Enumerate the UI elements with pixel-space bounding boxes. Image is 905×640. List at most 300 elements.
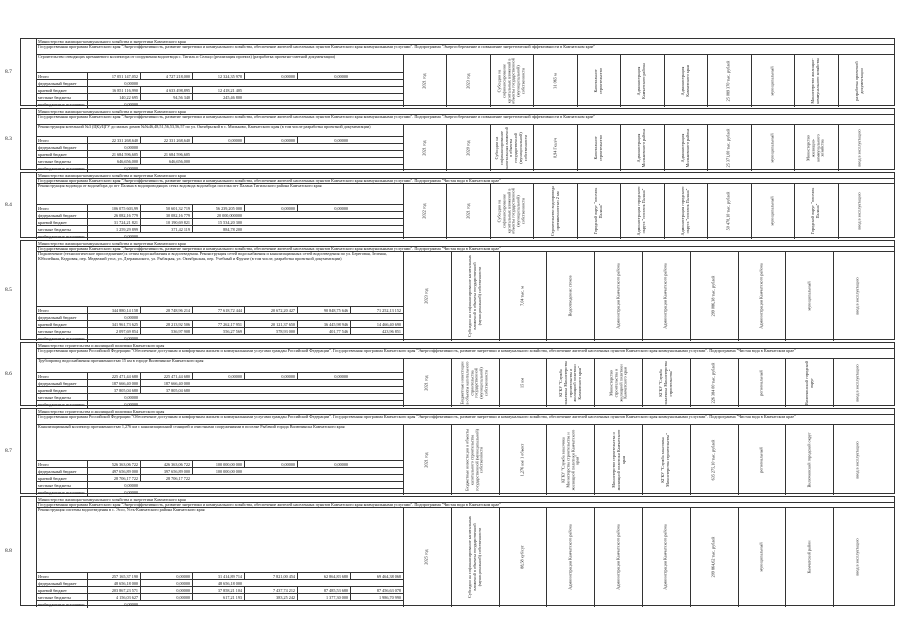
finance-label: краевой бюджет [38, 88, 67, 93]
finance-value: 617,21 193 [192, 594, 244, 601]
finance-value: 106 075 603,99 [87, 205, 140, 212]
finance-value: 646,656,000 [140, 158, 192, 165]
detail-column [546, 424, 594, 495]
detail-text: 25 089 370 тыс. рублей [725, 60, 731, 101]
finance-value: 36 445,98 946 [297, 321, 350, 328]
row-number: 8.3 [5, 136, 12, 142]
finance-value: 1 377,30 000 [297, 594, 350, 601]
finance-label: федеральный бюджет [38, 381, 77, 386]
finance-value: 0,00000 [244, 137, 297, 144]
detail-column [451, 424, 499, 495]
year-text: 2023 год [423, 288, 429, 304]
detail-text: 0,94 Гкал/ч [552, 137, 558, 158]
detail-text: Администрация Мильковского района [680, 128, 690, 167]
finance-value: 423,96 851 [350, 328, 403, 335]
finance-label: местные бюджеты [38, 595, 71, 600]
year-column [403, 251, 451, 341]
finance-value: 0,00000 [244, 205, 297, 212]
finance-value: 203 867,23 571 [87, 587, 140, 594]
finance-value: 37 805,04 680 [140, 387, 192, 394]
finance-row [36, 572, 403, 579]
finance-value: 0,00000 [87, 335, 140, 342]
detail-text: 88,58 куб/сут [519, 545, 525, 569]
detail-text: Министерство строительства и жилищной политики Камчатского края [607, 363, 628, 402]
finance-row [36, 386, 403, 393]
detail-text: разработка проектной документации [853, 60, 864, 101]
finance-value: 526 363,06 722 [87, 461, 140, 468]
detail-column [577, 124, 620, 171]
detail-text: Субсидии на софинансирование капитальных вложений в объекты государственной (муниципальной) собственности [494, 126, 529, 169]
finance-value: 0,00000 [87, 482, 140, 489]
finance-value: 20 672,20 427 [244, 307, 297, 314]
detail-text: 2021 год [465, 203, 471, 219]
finance-row [36, 164, 403, 171]
project-title: Строительство отводящих кремниевого коллектора от сооружения водоотвода с. Тигиль и Сельцо (реализация проекта) (разработка проектно-сметной документации) [38, 54, 336, 59]
finance-label: Итого [38, 574, 49, 579]
finance-value: 28 706,17 722 [140, 475, 192, 482]
program-header: Государственная программа Российской Федерации "Обеспечение доступным и комфортным жильем и коммунальными услугами граждан Российской Федерации". Государственная программа Камчатского края "Энергоэффективность, развитие энергетики и коммунального хозяйства, обеспечение жителей населенных пунктов Камчатского края коммунальными услугами". Подпрограмма "Чистая вода в Камчатском крае" [36, 348, 894, 359]
ministry-header: Министерство жилищно-коммунального хозяйства и энергетики Камчатского края [36, 109, 894, 115]
finance-label: внебюджетные источники [38, 602, 85, 607]
finance-value: 1 986,70 990 [350, 594, 403, 601]
finance-row [36, 593, 403, 600]
detail-text: Министерство строительства и жилищной политики Камчатского края [610, 429, 625, 490]
finance-label: федеральный бюджет [38, 213, 77, 218]
finance-label: внебюджетные источники [38, 490, 85, 495]
finance-row [36, 72, 403, 79]
detail-text: Капитальное строительство [593, 134, 604, 161]
detail-text: Администрация городского округа "поселок Палана" [680, 186, 690, 236]
detail-column [785, 424, 833, 495]
project-cell [36, 54, 403, 107]
year-column [403, 54, 446, 107]
row-block [5, 342, 895, 407]
finance-value: 1 259,29 899 [87, 226, 140, 233]
finance-value: 646,656,000 [87, 158, 140, 165]
finance-value: 0,00000 [87, 314, 140, 321]
detail-column [838, 124, 881, 171]
detail-text: Субсидии на софинансирование капитальных вложений в объекты государственной (муниципальной) собственности [466, 516, 482, 598]
finance-value: 28 748,96 214 [140, 307, 192, 314]
finance-value: 0,00000 [297, 137, 350, 144]
finance-row [36, 79, 403, 86]
detail-text: Администрация Камчатского края [680, 64, 690, 97]
finance-value: 20 121,37 650 [244, 321, 297, 328]
detail-column [707, 54, 750, 107]
detail-text: Администрация Мильковского района [636, 128, 647, 167]
detail-column [499, 507, 547, 607]
finance-value: 87 456,63 078 [350, 587, 403, 594]
finance-value: 0,00000 [87, 601, 140, 608]
detail-column [751, 54, 794, 107]
finance-value: 12 418,21 405 [192, 87, 244, 94]
finance-value: 20 000,000000 [192, 212, 244, 219]
finance-label: внебюджетные источники [38, 336, 85, 341]
finance-value: 0,00000 [297, 373, 350, 380]
detail-text: Водоотведения: стоков [567, 275, 573, 317]
finance-row [36, 313, 403, 320]
row-block [5, 38, 895, 107]
project-title: Подключение (технологическое присоединение) к сетям водоснабжения и водоотведения. Реконструкция сетей водоснабжения и канализационных сетей водоотведения по ул. Береговая, Зеленая, Юбилейная, Кедровая, пер. Медвежий угол, ул. Дзержинского, ул. Рыбацкая, ул. Октябрьская, пер. Учебный и Фрунзе (в том числе, разработка проектной документации) [38, 251, 387, 261]
finance-value: 0,00000 [244, 73, 297, 80]
detail-column [499, 358, 547, 407]
detail-column [707, 183, 750, 239]
detail-column [664, 124, 707, 171]
finance-row [36, 136, 403, 143]
row-number: 8.5 [5, 287, 12, 293]
detail-column [707, 124, 750, 171]
detail-column [833, 358, 881, 407]
detail-column [594, 251, 642, 341]
finance-value: 341 961,73 625 [87, 321, 140, 328]
finance-row [36, 218, 403, 225]
detail-text: 2023 год [465, 72, 471, 89]
detail-column [690, 358, 738, 407]
year-text: 2021 год [423, 451, 429, 468]
finance-row [36, 86, 403, 93]
finance-label: внебюджетные источники [38, 234, 85, 239]
detail-column [446, 183, 489, 239]
detail-column [499, 251, 547, 341]
detail-column [785, 507, 833, 607]
project-title: Канализационный коллектор протяженностью 1,276 км с канализационной станцией и очистными сооружениями в поселке Рыбачий города Вилючинска Камчатского края [38, 424, 345, 429]
detail-column [594, 507, 642, 607]
finance-value: 28 213,92 506 [140, 321, 192, 328]
finance-label: федеральный бюджет [38, 581, 77, 586]
year-text: 2021 год [423, 374, 429, 391]
program-header: Государственная программа Камчатского края "Энергоэффективность, развитие энергетики и коммунального хозяйства, обеспечение жителей населенных пунктов Камчатского края коммунальными услугами". Подпрограмма "Энергосбережение и повышение энергетической эффективности в Камчатском крае" [36, 114, 894, 125]
detail-column [690, 424, 738, 495]
detail-column [446, 54, 489, 107]
finance-row [36, 400, 403, 407]
detail-text: КГКУ "Служба заказчика Министерства строительства и жилищной политики Камчатского края" [560, 429, 580, 490]
detail-text: Субсидии на софинансирование капитальных вложений в объекты государственной (муниципальной) собственности [496, 188, 526, 234]
finance-value: 37 805,04 680 [87, 387, 140, 394]
finance-value: 48 656,18 000 [87, 580, 140, 587]
detail-text: 31 065 м [552, 72, 558, 89]
program-header: Государственная программа Камчатского края "Энергоэффективность, развитие энергетики и коммунального хозяйства, обеспечение жителей населенных пунктов Камчатского края коммунальными услугами". Подпрограмма "Чистая вода в Камчатском крае" [36, 502, 894, 508]
detail-column [490, 183, 533, 239]
finance-value: 383,25 242 [244, 594, 297, 601]
finance-value: 371,42 119 [140, 226, 192, 233]
ministry-header: Министерство строительства и жилищной политики Камчатского края [36, 343, 894, 349]
detail-text: Капитальное строительство [593, 67, 604, 94]
finance-value: 0,00000 [87, 401, 140, 408]
project-title: Трубопровод водоснабжения протяженностью 15 км в городе Вилючинске Камчатского края [38, 358, 204, 363]
finance-label: местные бюджеты [38, 395, 71, 400]
finance-label: местные бюджеты [38, 329, 71, 334]
row-number: 8.7 [5, 69, 12, 75]
finance-row [36, 586, 403, 593]
row-block [5, 108, 895, 171]
detail-text: Бюджетные инвестиции в объекты капитального строительства государственной (муниципальной) собственности [459, 361, 489, 404]
detail-text: Камчатский район [806, 540, 812, 574]
finance-row [36, 204, 403, 211]
program-header: Государственная программа Камчатского края "Энергоэффективность, развитие энергетики и коммунального хозяйства, обеспечение жителей населенных пунктов Камчатского края коммунальными услугами". Подпрограмма "Чистая вода в Камчатском крае" [36, 178, 894, 184]
detail-text: муниципальный [758, 542, 764, 572]
finance-value: 77 618,72 444 [192, 307, 244, 314]
finance-value: 225 471,44 680 [140, 373, 192, 380]
detail-column [833, 251, 881, 341]
finance-row [36, 481, 403, 488]
detail-text: 635 275,10 тыс. рублей [710, 439, 716, 480]
detail-column [577, 54, 620, 107]
detail-text: муниципальный [806, 281, 812, 311]
detail-column [642, 424, 690, 495]
finance-value: 48 656,18 000 [192, 580, 244, 587]
detail-column [690, 507, 738, 607]
detail-column [546, 358, 594, 407]
row-block [5, 496, 895, 607]
finance-value: 28 706,17 722 [87, 475, 140, 482]
detail-column [499, 424, 547, 495]
finance-label: Итого [38, 374, 49, 379]
row-block [5, 408, 895, 495]
finance-value: 4 633 498,895 [140, 87, 192, 94]
detail-text: ввод в эксплуатацию [854, 277, 860, 315]
program-header: Государственная программа Российской Федерации "Обеспечение доступным и комфортным жильем и коммунальными услугами граждан Российской Федерации". Государственная программа Камчатского края "Энергоэффективность, развитие энергетики и коммунального хозяйства, обеспечение жителей населенных пунктов Камчатского края коммунальными услугами". Подпрограмма "Чистая вода в Камчатском крае" [36, 414, 894, 425]
finance-label: краевой бюджет [38, 588, 67, 593]
detail-text: Министерство жилищно-коммунального хозяйства [810, 57, 821, 104]
finance-row [36, 474, 403, 481]
detail-text: ввод в эксплуатацию [856, 128, 862, 167]
finance-row [36, 157, 403, 164]
finance-value: 62 864,83 680 [297, 573, 350, 580]
detail-column [451, 251, 499, 341]
finance-value: 56 239,205 000 [192, 205, 244, 212]
detail-text: муниципальный [769, 65, 775, 96]
detail-column [833, 507, 881, 607]
detail-column [620, 54, 663, 107]
detail-text: КГКУ "Служба заказчика Министерства строительства" [658, 360, 673, 405]
finance-value: 0,00000 [192, 373, 244, 380]
detail-column [794, 183, 837, 239]
detail-column [751, 183, 794, 239]
finance-row [36, 225, 403, 232]
finance-label: краевой бюджет [38, 220, 67, 225]
year-column [403, 507, 451, 607]
detail-text: муниципальный [769, 196, 775, 226]
finance-value: 344 880,14 158 [87, 307, 140, 314]
detail-text: Администрация Камчатского района [636, 62, 647, 99]
finance-value: 0,00000 [87, 394, 140, 401]
detail-text: ввод в эксплуатацию [854, 440, 860, 479]
year-text: 2025 год [423, 549, 429, 565]
finance-row [36, 488, 403, 495]
finance-label: краевой бюджет [38, 152, 67, 157]
detail-text: Министерство жилищно-коммунального хозяйства [805, 133, 826, 162]
detail-column [620, 124, 663, 171]
ministry-header: Министерство жилищно-коммунального хозяйства и энергетики Камчатского края [36, 173, 894, 179]
finance-label: федеральный бюджет [38, 315, 77, 320]
finance-row [36, 320, 403, 327]
detail-column [664, 183, 707, 239]
detail-column [642, 358, 690, 407]
detail-column [533, 54, 576, 107]
year-column [403, 124, 446, 171]
detail-text: Вилючинский городской округ [806, 431, 812, 488]
detail-text: Бюджетные инвестиции в объекты капитального строительства государственной (муниципальной) собственности [464, 428, 484, 491]
finance-value: 31 724,21 821 [87, 219, 140, 226]
finance-row [36, 579, 403, 586]
detail-column [546, 507, 594, 607]
finance-value: 10 190,69 821 [140, 219, 192, 226]
finance-value: 22 331 268,640 [87, 137, 140, 144]
finance-row [36, 306, 403, 313]
finance-value: 37 858,21 104 [192, 587, 244, 594]
finance-value: 94,56 340 [140, 94, 192, 101]
detail-column [490, 124, 533, 171]
finance-value: 87 485,53 680 [297, 587, 350, 594]
finance-label: Итого [38, 308, 49, 313]
finance-label: внебюджетные источники [38, 102, 85, 107]
finance-value: 7 821,00 454 [244, 573, 297, 580]
finance-label: внебюджетные источники [38, 166, 85, 171]
detail-text: Администрация Камчатского района [567, 524, 573, 590]
ministry-header: Министерство строительства и жилищной политики Камчатского края [36, 409, 894, 415]
finance-label: федеральный бюджет [38, 145, 77, 150]
detail-column [594, 424, 642, 495]
finance-row [36, 143, 403, 150]
row-number: 8.4 [5, 202, 12, 208]
finance-value: 0,00000 [87, 101, 140, 108]
year-column [403, 358, 451, 407]
finance-row [36, 211, 403, 218]
detail-column [533, 124, 576, 171]
project-cell [36, 124, 403, 171]
finance-value: 0,00000 [87, 489, 140, 496]
detail-column [451, 358, 499, 407]
row-number: 8.8 [5, 548, 12, 554]
detail-column [546, 251, 594, 341]
detail-column [664, 54, 707, 107]
finance-value: 0,00000 [297, 73, 350, 80]
finance-value: 12 324,35 978 [192, 73, 244, 80]
detail-text: муниципальный [769, 132, 775, 163]
project-cell [36, 183, 403, 239]
finance-value: 26 082,16 779 [87, 212, 140, 219]
finance-row [36, 467, 403, 474]
finance-value: 30 082,16 779 [140, 212, 192, 219]
detail-text: 2020 год [465, 139, 471, 156]
finance-value: 578,93 000 [244, 328, 297, 335]
finance-value: 100 000,00 000 [192, 461, 244, 468]
finance-label: Итого [38, 138, 49, 143]
detail-column [642, 507, 690, 607]
finance-label: краевой бюджет [38, 388, 67, 393]
detail-column [794, 54, 837, 107]
finance-value: 225 471,44 680 [87, 373, 140, 380]
detail-column [833, 424, 881, 495]
finance-value: 0,00000 [297, 461, 350, 468]
finance-value: 497 656,89 000 [87, 468, 140, 475]
detail-column [738, 251, 786, 341]
detail-text: Администрация Камчатского района [662, 524, 668, 590]
detail-text: Администрация Камчатского района [758, 263, 764, 329]
finance-value: 0,00000 [297, 205, 350, 212]
finance-value: 71 252,13 152 [350, 307, 403, 314]
row-block [5, 172, 895, 239]
document-page [5, 38, 895, 607]
finance-value: 69 464,38 068 [350, 573, 403, 580]
detail-text: Городской округ "поселок Палана" [593, 187, 604, 235]
finance-value: 17 051 147,052 [87, 73, 140, 80]
detail-column [446, 124, 489, 171]
detail-text: 25 371,00 тыс. рублей [725, 128, 731, 167]
finance-label: Итого [38, 74, 49, 79]
finance-value: 257 165,37 190 [87, 573, 140, 580]
detail-text: Администрация Камчатского района [662, 263, 668, 329]
detail-column [642, 251, 690, 341]
finance-row [36, 100, 403, 107]
detail-column [785, 251, 833, 341]
detail-column [794, 124, 837, 171]
finance-value: 536,97 908 [140, 328, 192, 335]
finance-label: местные бюджеты [38, 227, 71, 232]
finance-row [36, 460, 403, 467]
finance-value: 2 097,69 854 [87, 328, 140, 335]
finance-value: 426 363,06 722 [140, 461, 192, 468]
finance-value: 187 666,40 000 [140, 380, 192, 387]
finance-label: Итого [38, 206, 49, 211]
detail-column [738, 507, 786, 607]
detail-column [533, 183, 576, 239]
project-title: Реконструкция системы водоотведения в с. Эссо, Усть-Камчатского района Камчатского края [38, 507, 205, 512]
finance-row [36, 334, 403, 341]
ministry-header: Министерство жилищно-коммунального хозяйства и энергетики Камчатского края [36, 39, 894, 45]
ministry-header: Министерство жилищно-коммунального хозяйства и энергетики Камчатского края [36, 241, 894, 247]
finance-value: 0,00000 [244, 461, 297, 468]
detail-text: региональный [758, 446, 764, 473]
finance-value: 31 414,89 714 [192, 573, 244, 580]
detail-text: Администрация Камчатского района [615, 524, 621, 590]
detail-text: 15 км [519, 377, 525, 388]
detail-text: Администрация городского округа "поселок Палана" [636, 186, 647, 236]
detail-text: ввод в эксплуатацию [856, 192, 862, 230]
finance-row [36, 379, 403, 386]
finance-value: 21 684 596,605 [140, 151, 192, 158]
finance-value: 397 656,89 000 [140, 468, 192, 475]
finance-value: 4 156,03 627 [87, 594, 140, 601]
finance-value: 0,00000 [87, 144, 140, 151]
row-number: 8.7 [5, 448, 12, 454]
detail-column [738, 358, 786, 407]
finance-value: 0,00000 [87, 165, 140, 172]
finance-row [36, 150, 403, 157]
detail-column [594, 358, 642, 407]
finance-label: местные бюджеты [38, 483, 71, 488]
detail-column [620, 183, 663, 239]
program-header: Государственная программа Камчатского края "Энергоэффективность, развитие энергетики и коммунального хозяйства, обеспечение жителей населенных пунктов Камчатского края коммунальными услугами". Подпрограмма "Чистая вода в Камчатском крае" [36, 246, 894, 252]
finance-value: 0,00000 [140, 587, 192, 594]
detail-column [690, 251, 738, 341]
detail-text: 7,04 тыс. м [519, 286, 525, 306]
finance-value: 0,00000 [140, 594, 192, 601]
finance-value: 16 851 116,990 [87, 87, 140, 94]
finance-value: 0,00000 [140, 580, 192, 587]
finance-value: 90 848,75 646 [297, 307, 350, 314]
program-header: Государственная программа Камчатского края "Энергоэффективность, развитие энергетики и коммунального хозяйства, обеспечение жителей населенных пунктов Камчатского края коммунальными услугами". Подпрограмма "Энергосбережение и повышение энергетической эффективности в Камчатском крае" [36, 44, 894, 55]
finance-value: 245,46 800 [192, 94, 244, 101]
detail-column [838, 54, 881, 107]
detail-text: региональный [758, 369, 764, 396]
finance-label: федеральный бюджет [38, 469, 77, 474]
finance-label: Итого [38, 462, 49, 467]
detail-text: 209 864,62 тыс. рублей [710, 536, 716, 578]
detail-text: Вилючинский городской округ [803, 360, 814, 405]
detail-text: Субсидии на софинансирование капитальных вложений в объекты государственной (муниципальной) собственности [496, 57, 526, 104]
detail-text: ввод в эксплуатацию [854, 538, 860, 576]
